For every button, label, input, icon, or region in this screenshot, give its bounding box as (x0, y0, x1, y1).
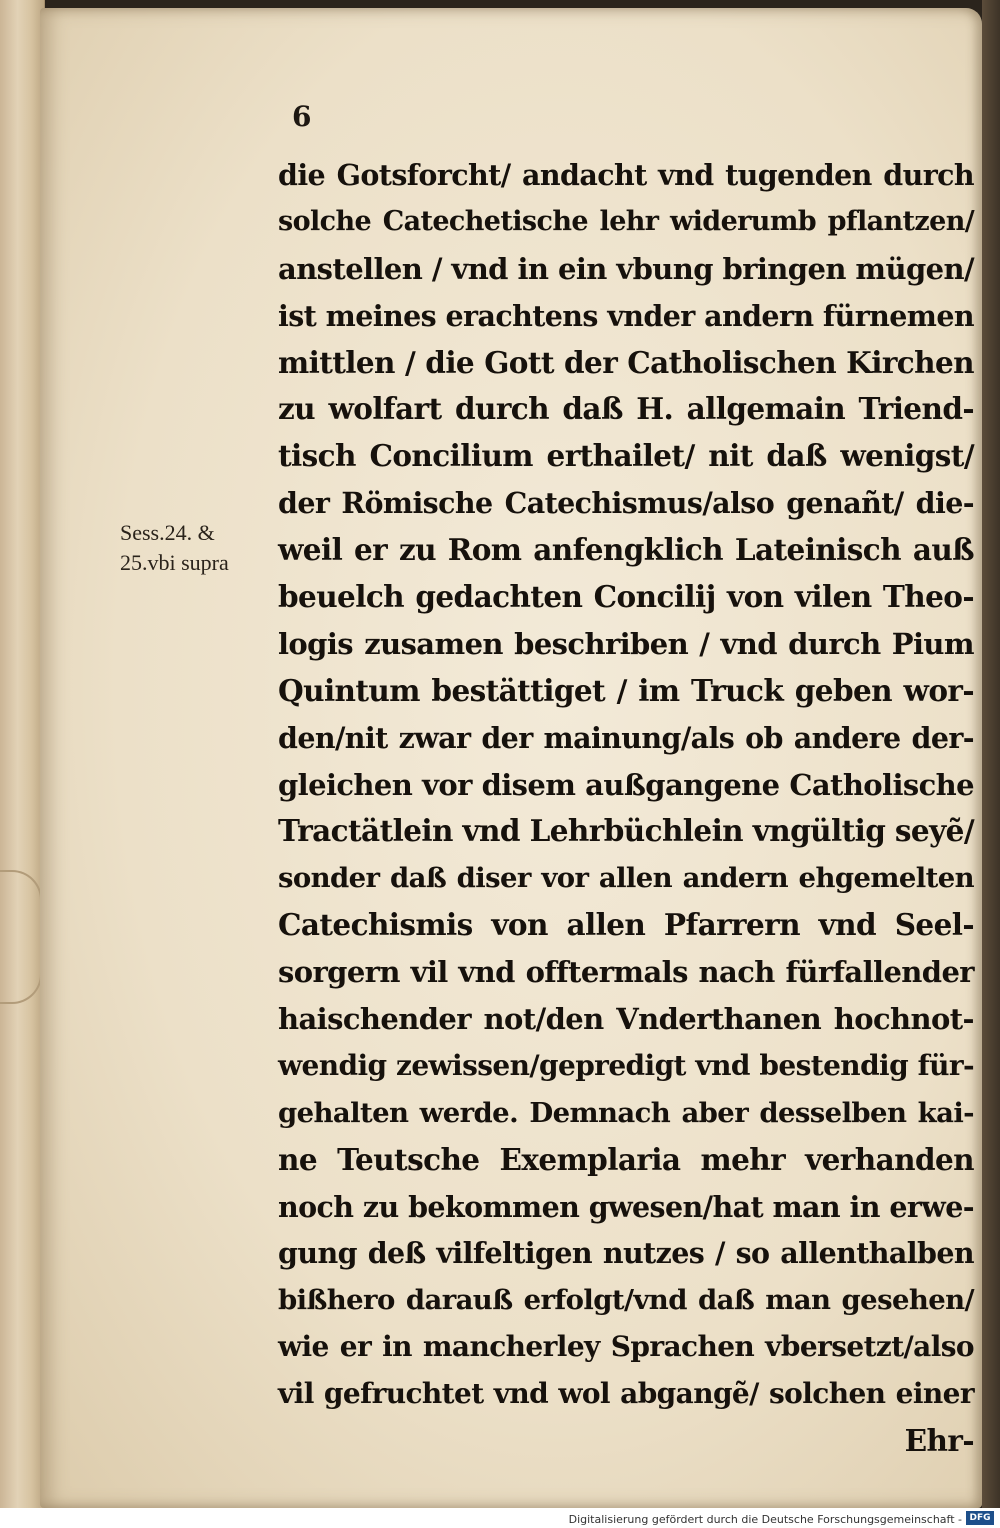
text-line: Tractätlein vnd Lehrbüchlein vngültig seyẽ/ (278, 813, 974, 849)
book-edge (0, 0, 45, 1510)
text-line: die Gotsforcht/ andacht vnd tugenden durch (278, 158, 974, 192)
main-text (278, 152, 974, 1465)
text-line: sorgern vil vnd offtermals nach fürfallender (278, 955, 974, 990)
text-line: ist meines erachtens vnder andern fürnemen (278, 298, 974, 333)
text-line: noch zu bekommen gwesen/hat man in erwe- (278, 1189, 974, 1224)
footer-bar (0, 1508, 1000, 1528)
text-line: tisch Concilium erthailet/ nit daß wenigst/ (278, 438, 974, 474)
funding-credit: Digitalisierung gefördert durch die Deutsche Forschungsgemeinschaft - (568, 1513, 962, 1526)
text-line: ne Teutsche Exemplaria mehr verhanden (278, 1141, 974, 1177)
text-line: vil gefruchtet vnd wol abgangẽ/ solchen einer (278, 1377, 974, 1411)
text-line: logis zusamen beschriben / vnd durch Pium (278, 626, 974, 661)
page-fold (0, 870, 42, 1004)
text-line: wie er in mancherley Sprachen vbersetzt/also (278, 1330, 974, 1364)
text-line: gleichen vor disem außgangene Catholische (278, 767, 974, 802)
page-number: 6 (292, 100, 312, 133)
text-line: zu wolfart durch daß H. allgemain Triend- (278, 391, 974, 427)
text-line: beuelch gedachten Concilij von vilen Theo- (278, 579, 974, 615)
margin-note (120, 518, 280, 578)
margin-note-line: Sess.24. & (120, 520, 215, 545)
text-line: anstellen / vnd in ein vbung bringen mügen/ (278, 251, 974, 286)
margin-note-line: 25.vbi supra (120, 550, 229, 575)
dfg-logo-icon: DFG (966, 1511, 994, 1525)
catchword: Ehr- (904, 1423, 974, 1459)
text-line: weil er zu Rom anfengklich Lateinisch auß (278, 532, 974, 568)
text-line: Catechismis von allen Pfarrern vnd Seel- (278, 907, 974, 943)
text-line: den/nit zwar der mainung/als ob andere der- (278, 720, 974, 755)
text-line: haischender not/den Vnderthanen hochnot- (278, 1002, 974, 1037)
text-line: der Römische Catechismus/also genañt/ die- (278, 486, 974, 521)
text-line: mittlen / die Gott der Catholischen Kirchen (278, 344, 974, 380)
text-line: Quintum bestättiget / im Truck geben wor- (278, 672, 974, 708)
text-line: wendig zewissen/gepredigt vnd bestendig für- (278, 1048, 974, 1082)
text-line: gehalten werde. Demnach aber desselben kai- (278, 1096, 974, 1129)
text-line: gung deß vilfeltigen nutzes / so allenthalben (278, 1236, 974, 1271)
text-line: bißhero darauß erfolgt/vnd daß man gesehen/ (278, 1284, 974, 1317)
book-binding (982, 0, 1000, 1510)
text-line: solche Catechetische lehr widerumb pflantzen/ (278, 205, 974, 237)
text-line: sonder daß diser vor allen andern ehgemelten (278, 862, 974, 895)
